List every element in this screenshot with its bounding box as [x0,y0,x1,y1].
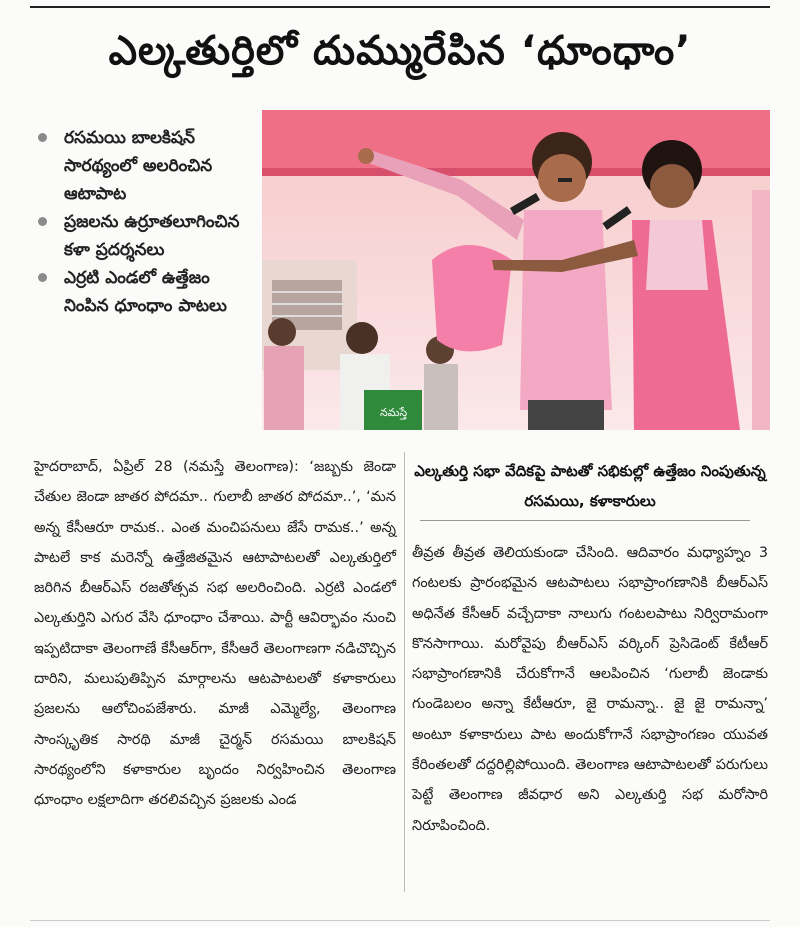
highlight-item [34,124,256,208]
highlight-text: రసమయి బాలకిషన్ సారథ్యంలో అలరించిన ఆటాపాట [64,128,213,204]
bottom-rule [30,920,770,921]
headline: ఎల్కతుర్తిలో దుమ్మురేపిన ‘ధూంధాం’ [108,28,692,74]
news-photo [262,110,770,430]
article-column-left: హైదరాబాద్, ఏప్రిల్ 28 (నమస్తే తెలంగాణ): ‘జబ్బకు జెండా చేతుల జెండా జాతర పోదమా.. గులాబీ జాతర పోదమా..’, ‘మన అన్న కేసీఆరూ రామక.. ఎంత మంచిపనులు జేసే రామక..’ అన్న పాటలే కాక మరెన్నో ఉత్తేజితమైన ఆటాపాటలతో ఎల్కతుర్తిలో జరిగిన బీఆర్ఎస్ రజతోత్సవ సభ అలరించింది. ఎర్రటి ఎండలో ఎల్కతుర్తిని ఎగుర వేసి ధూంధాం చేశాయి. పార్టీ ఆవిర్భావం నుంచి ఇప్పటిదాకా తెలంగాణే కేసీఆర్‌గా, కేసీఆరే తెలంగాణగా నడిచొచ్చిన దారిని, మలుపుతిప్పిన మార్గాలను ఆటపాటలతో కళాకారులు ప్రజలను ఆలోచింపజేశారు. మాజీ ఎమ్మెల్యే, తెలంగాణ సాంస్కృతిక సారథి మాజీ చైర్మన్ రసమయి బాలకిషన్ సారథ్యంలోని కళాకారుల బృందం నిర్వహించిన తెలంగాణ ధూంధాం లక్షలాదిగా తరలివచ్చిన ప్రజలకు ఎండ [34,459,396,809]
highlight-item [34,208,256,264]
banner-text: నమస్తే [380,406,408,419]
photo-caption: ఎల్కతుర్తి సభా వేదికపై పాటతో సభికుల్లో ఉత్తేజం నింపుతున్న రసమయి, కళాకారులు [414,462,766,510]
bullet-icon [38,217,47,226]
article-column-right: తీవ్రత తీవ్రత తెలియకుండా చేసింది. ఆదివారం మధ్యాహ్నం 3 గంటలకు ప్రారంభమైన ఆటపాటలు సభాప్రాంగణానికి బీఆర్ఎస్ అధినేత కేసీఆర్ వచ్చేదాకా నాలుగు గంటలపాటు నిర్విరామంగా కొనసాగాయి. మరోవైపు బీఆర్ఎస్ వర్కింగ్ ప్రెసిడెంట్ కేటీఆర్ సభాప్రాంగణానికి చేరుకోగానే ఆలపించిన ‘గులాబీ జెండాకు గుండెబలం అన్నా కేటీఆరూ, జై రామన్నా.. జై జై రామన్నా’ అంటూ కళాకారులు పాట అందుకోగానే సభాప్రాంగణం యువత కేరింతలతో దద్దరిల్లిపోయింది. తెలంగాణ ఆటాపాటలతో పరుగులు పెట్టే తెలంగాణ జీవధార అని ఎల్కతుర్తి సభ మరోసారి నిరూపించింది. [412,545,768,834]
highlights-list [34,124,256,320]
highlight-item [34,264,256,320]
highlight-text: ఎర్రటి ఎండలో ఉత్తేజం నింపిన ధూంధాం పాటలు [64,268,227,316]
stage-post [752,190,770,430]
highlight-text: ప్రజలను ఉర్రూతలూగించిన కళా ప్రదర్శనలు [64,212,240,260]
bullet-icon [38,133,47,142]
column-divider [404,452,405,892]
top-rule [30,6,770,8]
bullet-icon [38,273,47,282]
caption-rule [420,520,750,521]
stage-performance-illustration [262,110,770,430]
